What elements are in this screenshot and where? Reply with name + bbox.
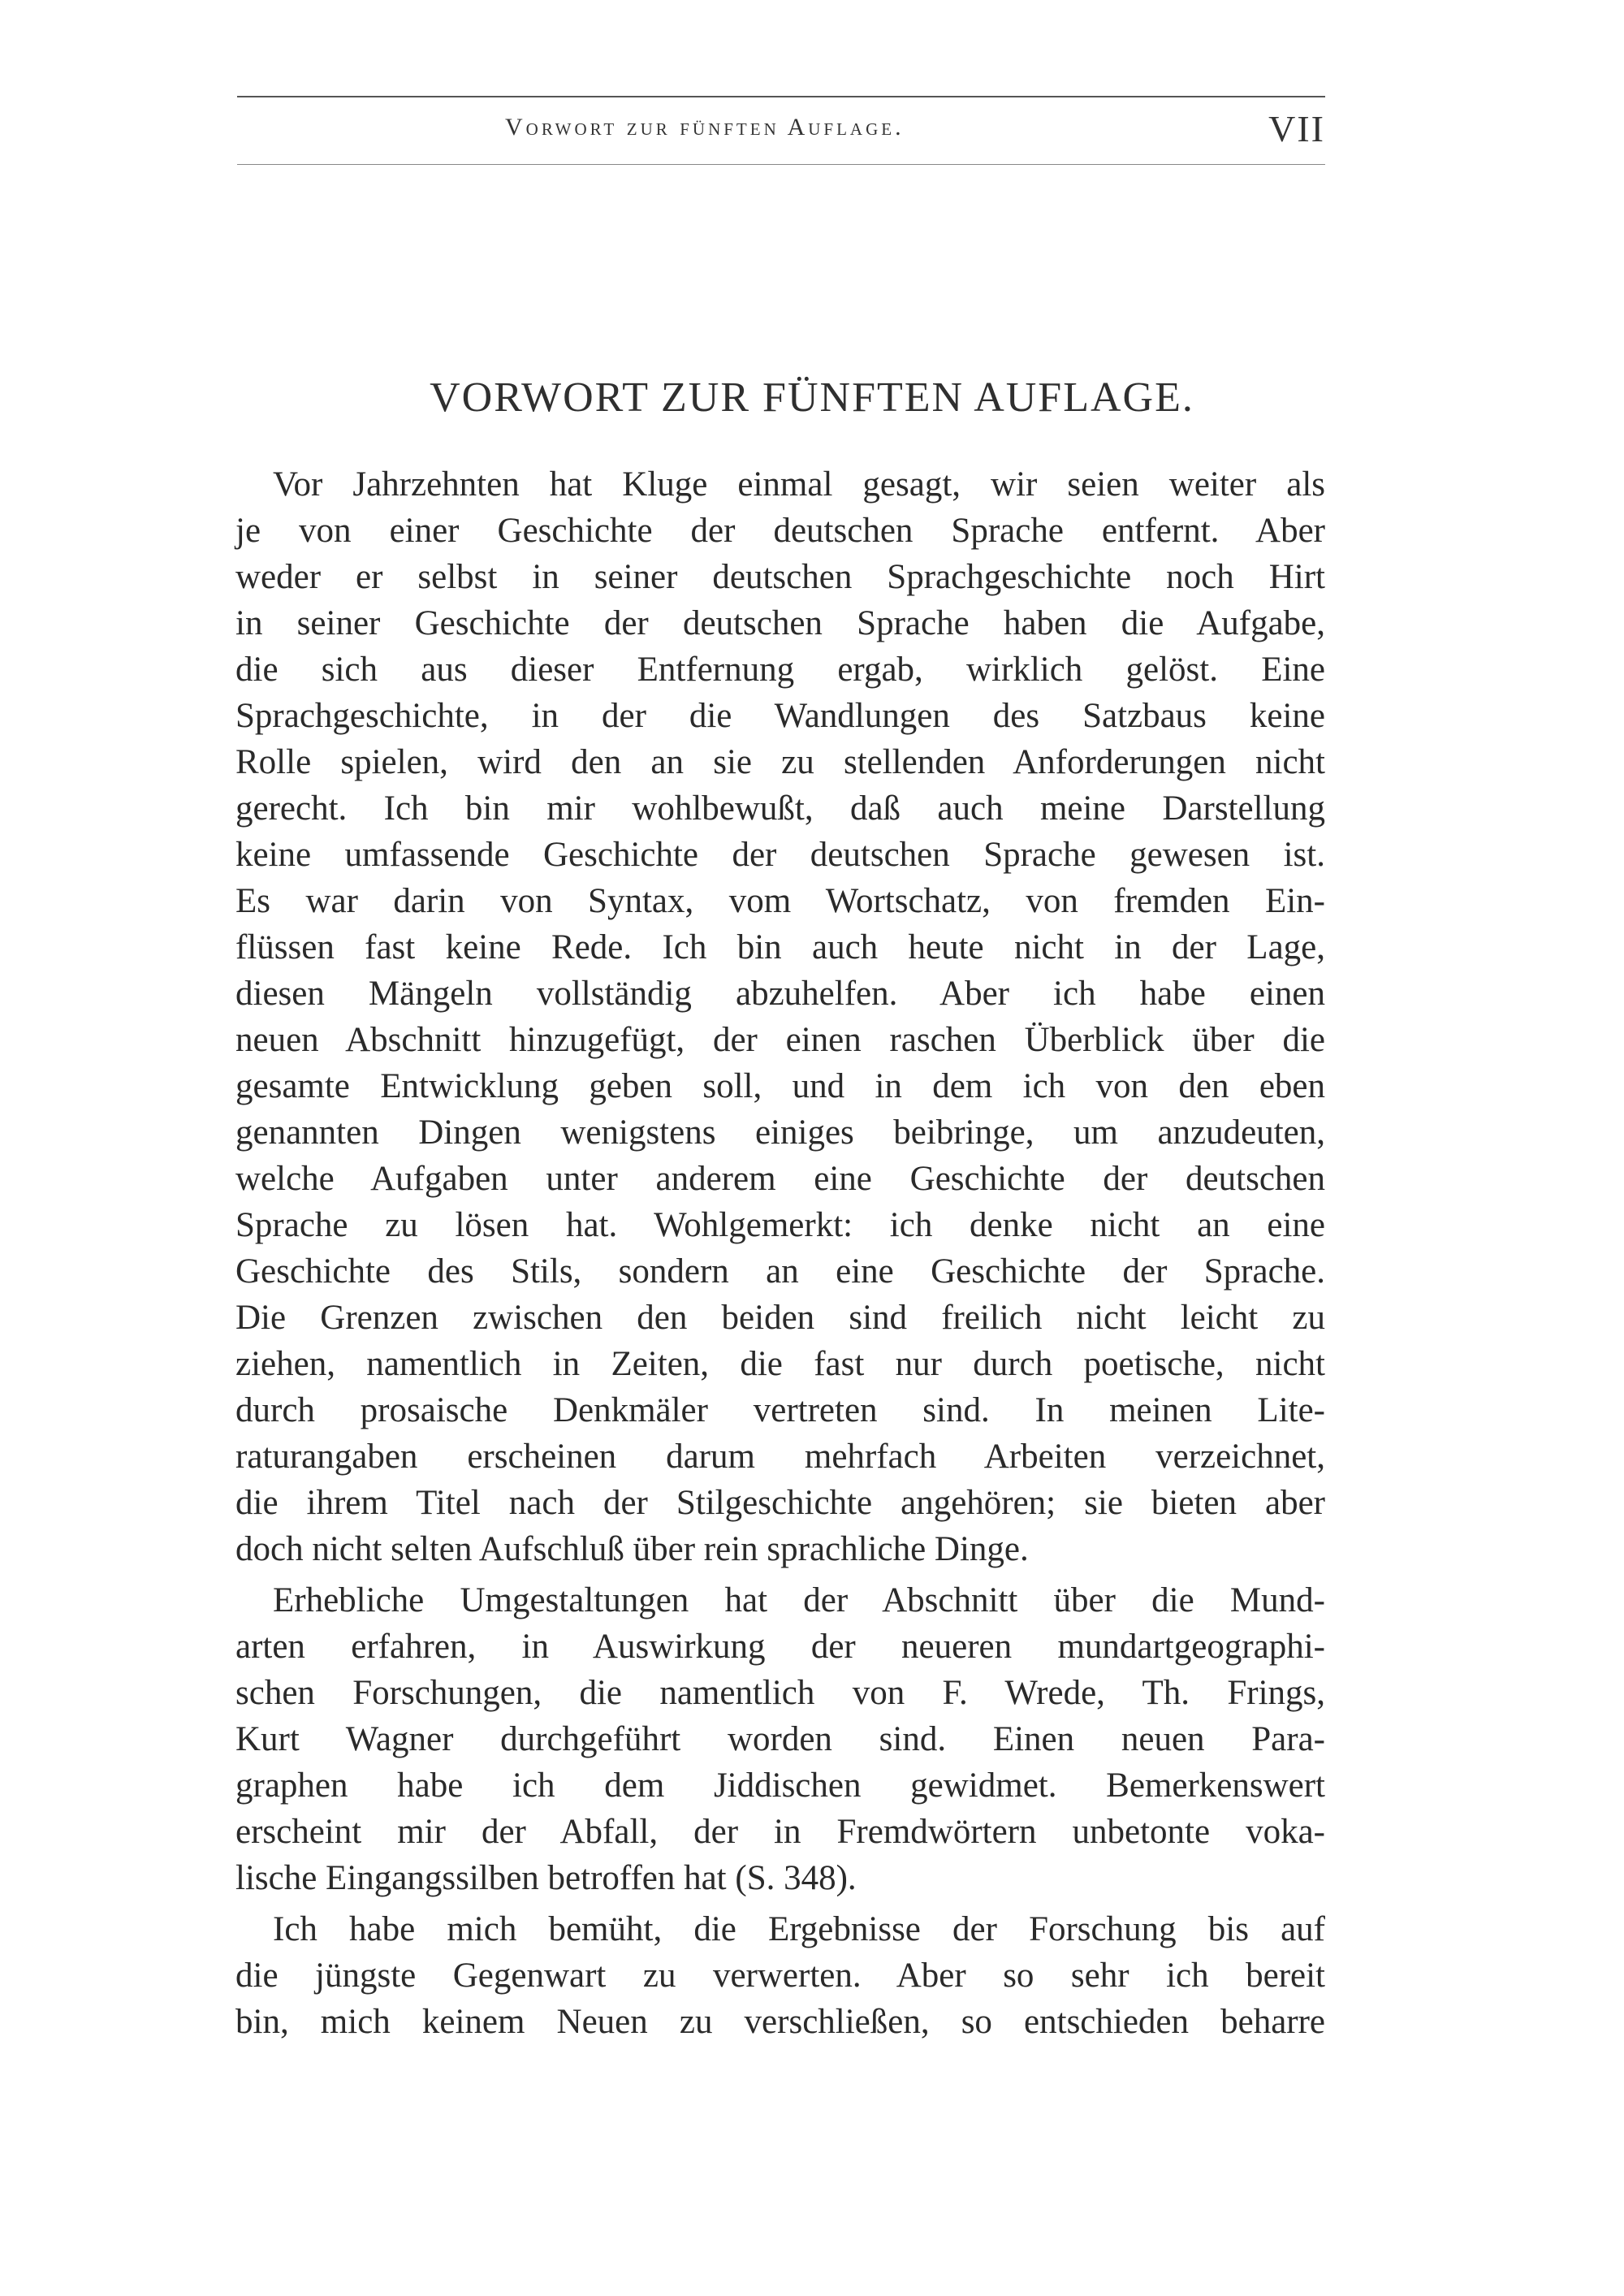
text-line: ziehen, namentlich in Zeiten, die fast nur durch poetische, nicht <box>235 1345 1325 1383</box>
paragraph <box>235 461 1325 1572</box>
text-line: Die Grenzen zwischen den beiden sind freilich nicht leicht zu <box>235 1299 1325 1337</box>
text-line: lische Eingangssilben betroffen hat (S. 348). <box>235 1859 857 1897</box>
text-line: je von einer Geschichte der deutschen Sprache entfernt. Aber <box>235 512 1325 550</box>
text-line: diesen Mängeln vollständig abzuhelfen. Aber ich habe einen <box>235 975 1325 1013</box>
text-line: schen Forschungen, die namentlich von F. Wrede, Th. Frings, <box>235 1674 1325 1712</box>
body-text <box>235 461 1325 2045</box>
text-line: in seiner Geschichte der deutschen Sprache haben die Aufgabe, <box>235 604 1325 642</box>
text-line: gerecht. Ich bin mir wohlbewußt, daß auch meine Darstellung <box>235 789 1325 828</box>
text-line: welche Aufgaben unter anderem eine Geschichte der deutschen <box>235 1160 1325 1198</box>
header-rule-bottom <box>237 164 1325 165</box>
page-number: VII <box>1268 108 1325 149</box>
text-line: Ich habe mich bemüht, die Ergebnisse der Forschung bis auf <box>273 1910 1325 1948</box>
text-line: raturangaben erscheinen darum mehrfach Arbeiten verzeichnet, <box>235 1438 1325 1476</box>
text-line: die ihrem Titel nach der Stilgeschichte angehören; sie bieten aber <box>235 1484 1325 1522</box>
text-line: arten erfahren, in Auswirkung der neueren mundartgeographi- <box>235 1628 1325 1666</box>
text-line: bin, mich keinem Neuen zu verschließen, so entschieden beharre <box>235 2003 1325 2041</box>
text-line: die sich aus dieser Entfernung ergab, wirklich gelöst. Eine <box>235 651 1325 689</box>
text-line: flüssen fast keine Rede. Ich bin auch heute nicht in der Lage, <box>235 928 1325 966</box>
text-line: Vor Jahrzehnten hat Kluge einmal gesagt, wir seien weiter als <box>273 465 1325 504</box>
text-line: keine umfassende Geschichte der deutschen Sprache gewesen ist. <box>235 836 1325 874</box>
text-line: neuen Abschnitt hinzugefügt, der einen raschen Überblick über die <box>235 1021 1325 1059</box>
paragraph <box>235 1906 1325 2045</box>
text-line: Sprache zu lösen hat. Wohlgemerkt: ich denke nicht an eine <box>235 1206 1325 1244</box>
text-line: Kurt Wagner durchgeführt worden sind. Einen neuen Para- <box>235 1720 1325 1758</box>
chapter-title: VORWORT ZUR FÜNFTEN AUFLAGE. <box>430 374 1194 421</box>
text-line: Erhebliche Umgestaltungen hat der Abschnitt über die Mund- <box>273 1581 1325 1619</box>
text-line: genannten Dingen wenigstens einiges beibringe, um anzudeuten, <box>235 1113 1325 1152</box>
text-line: Rolle spielen, wird den an sie zu stellenden Anforderungen nicht <box>235 743 1325 781</box>
text-line: doch nicht selten Aufschluß über rein sprachliche Dinge. <box>235 1530 1029 1568</box>
text-line: durch prosaische Denkmäler vertreten sind. In meinen Lite- <box>235 1391 1325 1429</box>
text-line: gesamte Entwicklung geben soll, und in dem ich von den eben <box>235 1067 1325 1105</box>
paragraph <box>235 1577 1325 1901</box>
header-rule-top <box>237 96 1325 97</box>
text-line: die jüngste Gegenwart zu verwerten. Aber so sehr ich bereit <box>235 1957 1325 1995</box>
text-line: Es war darin von Syntax, vom Wortschatz, von fremden Ein- <box>235 882 1325 920</box>
running-head-title: Vorwort zur fünften Auflage. <box>505 114 905 141</box>
text-line: graphen habe ich dem Jiddischen gewidmet. Bemerkenswert <box>235 1766 1325 1805</box>
text-line: weder er selbst in seiner deutschen Sprachgeschichte noch Hirt <box>235 558 1325 596</box>
text-line: Geschichte des Stils, sondern an eine Geschichte der Sprache. <box>235 1252 1325 1291</box>
running-head <box>237 89 1325 171</box>
text-line: Sprachgeschichte, in der die Wandlungen des Satzbaus keine <box>235 697 1325 735</box>
text-line: erscheint mir der Abfall, der in Fremdwörtern unbetonte voka- <box>235 1813 1325 1851</box>
